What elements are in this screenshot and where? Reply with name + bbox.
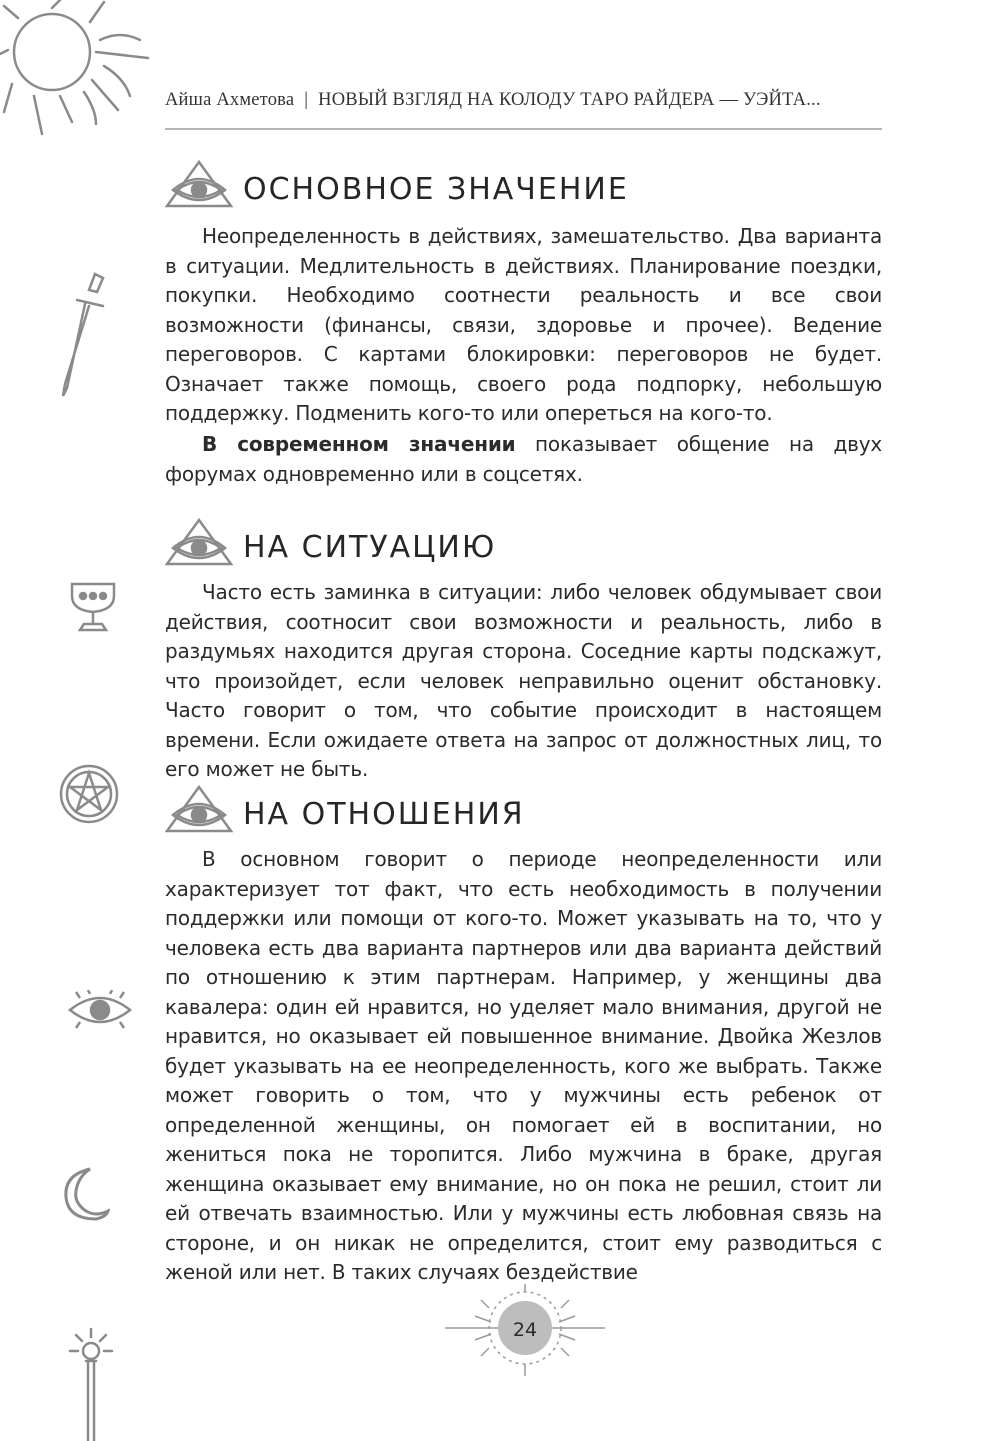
paragraph-text: показывает общение на двух форумах одновременно или в соцсетях. xyxy=(165,432,882,486)
bold-lead-in: В современном значении xyxy=(202,432,516,456)
header-book-title: НОВЫЙ ВЗГЛЯД НА КОЛОДУ ТАРО РАЙДЕРА — УЭЙТА... xyxy=(318,90,821,110)
paragraph: В основном говорит о периоде неопределенности или характеризует тот факт, что есть необходимость в получении поддержки или помощи от кого-то. Может указывать на то, что у человека есть два варианта партнеров или два варианта действий по отношению к этим партнерам. Например, у женщины два кавалера: один ей нравится, но уделяет мало внимания, другой не нравится, но оказывает ей повышенное внимание. Двойка Жезлов будет указывать на ее неопределенность, кого же выбрать. Также может говорить о том, что у мужчины есть ребенок от определенной женщины, он помогает ей в воспитании, но жениться пока не торопится. Либо мужчина в браке, другая женщина оказывает ему внимание, но он пока не решил, стоит ли ей отвечать взаимностью. Или у мужчины есть любовная связь на стороне, и он никак не определится, стоит ему разводиться с женой или нет. В таких случаях бездействие xyxy=(165,847,882,1284)
section-heading-relationships xyxy=(165,785,882,845)
section-title: НА ОТНОШЕНИЯ xyxy=(243,797,525,832)
sword-icon xyxy=(55,270,110,400)
eye-icon xyxy=(66,990,134,1030)
crescent-moon-icon xyxy=(60,1165,110,1225)
paragraph: Неопределенность в действиях, замешательство. Два варианта в ситуации. Медлительность в действиях. Планирование поездки, покупки. Необходимо соотнести реальность и все свои возможности (финансы, связи, здоровье и прочее). Ведение переговоров. С картами блокировки: переговоров не будет. Означает также помощь, своего рода подпорку, небольшую поддержку. Подменить кого-то или опереться на кого-то. xyxy=(165,224,882,425)
header-author: Айша Ахметова xyxy=(165,90,295,110)
sun-icon xyxy=(0,0,150,140)
eye-pyramid-icon xyxy=(165,518,233,568)
page-footer xyxy=(445,1280,605,1380)
paragraph-modern-meaning xyxy=(165,430,882,489)
section-heading-situation xyxy=(165,518,882,578)
section-title: НА СИТУАЦИЮ xyxy=(243,530,497,565)
header-divider xyxy=(165,128,882,130)
running-header xyxy=(165,90,882,111)
header-separator: | xyxy=(304,90,309,110)
pentacle-icon xyxy=(58,763,120,825)
paragraph: Часто есть заминка в ситуации: либо человек обдумывает свои действия, соотносит свои возможности и реальность, либо в раздумьях находится другая сторона. Соседние карты подскажут, что произойдет, если человек неправильно оценит обстановку. Часто говорит о том, что событие происходит в настоящем времени. Если ожидаете ответа на запрос от должностных лиц, то его может не быть. xyxy=(165,580,882,781)
section-heading-main-meaning xyxy=(165,160,882,220)
section-title: ОСНОВНОЕ ЗНАЧЕНИЕ xyxy=(243,172,629,207)
eye-pyramid-icon xyxy=(165,160,233,210)
chalice-icon xyxy=(68,580,118,635)
eye-pyramid-icon xyxy=(165,785,233,835)
page-number: 24 xyxy=(512,1319,538,1341)
wand-icon xyxy=(64,1325,119,1441)
